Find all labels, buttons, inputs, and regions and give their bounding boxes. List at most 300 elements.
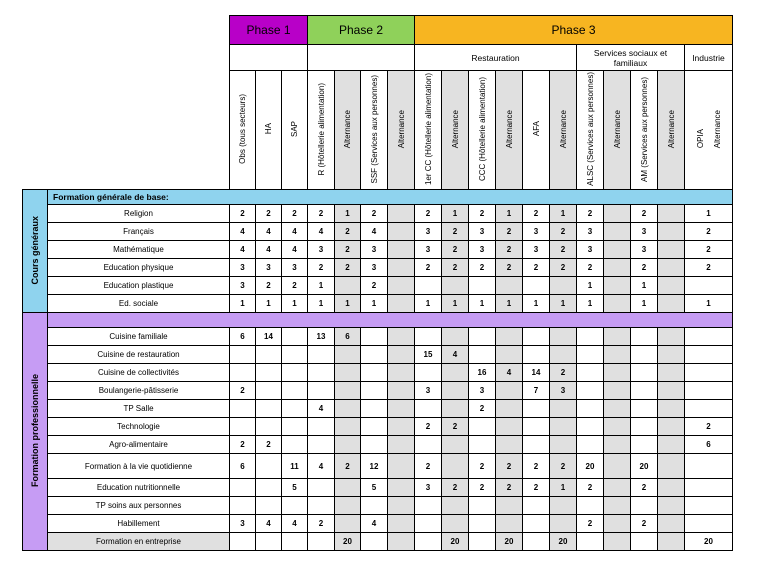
column-header — [282, 71, 308, 190]
cell — [388, 436, 415, 454]
cell — [335, 418, 361, 436]
cell — [388, 533, 415, 551]
column-header — [496, 71, 523, 190]
cell — [550, 346, 577, 364]
cell — [658, 241, 685, 259]
cell — [604, 382, 631, 400]
cell — [631, 382, 658, 400]
cell — [523, 277, 550, 295]
cell: 2 — [577, 259, 604, 277]
cell: 4 — [282, 223, 308, 241]
cell — [442, 364, 469, 382]
cell — [388, 418, 415, 436]
cell — [631, 364, 658, 382]
cell — [577, 436, 604, 454]
cell — [550, 418, 577, 436]
column-header — [388, 71, 415, 190]
cell — [282, 400, 308, 418]
column-header — [256, 71, 282, 190]
row-label: Formation en entreprise — [48, 533, 230, 551]
cell: 2 — [442, 241, 469, 259]
cell: 4 — [496, 364, 523, 382]
cell — [388, 205, 415, 223]
cell — [496, 515, 523, 533]
cell — [308, 382, 335, 400]
table-row — [23, 479, 733, 497]
cell — [577, 364, 604, 382]
cell: 3 — [361, 241, 388, 259]
cell — [658, 223, 685, 241]
cell — [256, 454, 282, 479]
row-label: Mathématique — [48, 241, 230, 259]
table-row — [23, 223, 733, 241]
cell — [469, 346, 496, 364]
cell: 2 — [523, 205, 550, 223]
cell — [631, 497, 658, 515]
cell: 4 — [361, 515, 388, 533]
cell — [685, 346, 733, 364]
cell: 5 — [361, 479, 388, 497]
column-label: 1er CC (Hôtellerie alimentation) — [423, 72, 433, 186]
cell — [282, 364, 308, 382]
column-header — [604, 71, 631, 190]
cell: 3 — [230, 515, 256, 533]
cell — [658, 497, 685, 515]
cell: 4 — [230, 223, 256, 241]
column-header — [523, 71, 550, 190]
cell — [361, 497, 388, 515]
table-row — [23, 241, 733, 259]
cell — [685, 454, 733, 479]
cell: 6 — [335, 328, 361, 346]
cell: 3 — [469, 223, 496, 241]
cell — [658, 479, 685, 497]
cell — [388, 223, 415, 241]
cell: 4 — [361, 223, 388, 241]
row-label: Education physique — [48, 259, 230, 277]
column-label: Alternance — [558, 109, 568, 149]
cell: 2 — [256, 277, 282, 295]
cell: 2 — [550, 454, 577, 479]
cell — [658, 515, 685, 533]
cell — [388, 328, 415, 346]
cell: 4 — [282, 515, 308, 533]
row-label: Ed. sociale — [48, 295, 230, 313]
column-label: AFA — [531, 121, 541, 137]
column-label: Alternance — [396, 109, 406, 149]
cell: 3 — [308, 241, 335, 259]
cell — [415, 436, 442, 454]
cell: 2 — [631, 205, 658, 223]
category-label: Formation professionnelle — [29, 373, 40, 487]
table-row — [23, 418, 733, 436]
row-label: Français — [48, 223, 230, 241]
column-label: HA — [264, 123, 273, 135]
cell — [550, 436, 577, 454]
cell — [388, 400, 415, 418]
cell: 1 — [496, 295, 523, 313]
column-label: Alternance — [504, 109, 514, 149]
cell: 2 — [577, 515, 604, 533]
cell — [442, 328, 469, 346]
cell — [308, 479, 335, 497]
row-label: Technologie — [48, 418, 230, 436]
cell — [469, 418, 496, 436]
row-label: Habillement — [48, 515, 230, 533]
cell: 1 — [685, 295, 733, 313]
cell: 20 — [685, 533, 733, 551]
cell — [308, 533, 335, 551]
cell — [442, 497, 469, 515]
cell — [256, 364, 282, 382]
cell: 7 — [523, 382, 550, 400]
cell — [282, 328, 308, 346]
cell — [550, 277, 577, 295]
cell: 2 — [685, 241, 733, 259]
cell — [604, 436, 631, 454]
cell: 2 — [335, 241, 361, 259]
column-label: R (Hôtellerie alimentation) — [316, 82, 326, 176]
column-label: SAP — [290, 120, 299, 137]
cell — [388, 497, 415, 515]
cell — [469, 515, 496, 533]
column-header — [550, 71, 577, 190]
cell — [335, 515, 361, 533]
cell: 4 — [230, 241, 256, 259]
cell — [335, 277, 361, 295]
cell — [256, 533, 282, 551]
cell: 4 — [308, 454, 335, 479]
section-title: Formation générale de base: — [48, 190, 733, 205]
table-row — [23, 328, 733, 346]
cell: 3 — [631, 241, 658, 259]
table-row — [23, 295, 733, 313]
cell — [604, 241, 631, 259]
cell: 14 — [256, 328, 282, 346]
cell: 2 — [550, 241, 577, 259]
cell — [604, 259, 631, 277]
group-services-sociaux: Services sociaux et familiaux — [577, 45, 685, 71]
cell: 1 — [308, 295, 335, 313]
cell — [230, 418, 256, 436]
cell — [388, 295, 415, 313]
table-row — [23, 364, 733, 382]
cell: 1 — [442, 205, 469, 223]
cell: 2 — [230, 382, 256, 400]
cell: 3 — [415, 479, 442, 497]
column-label: ALSC (Services aux personnes) — [585, 72, 595, 186]
column-label: Alternance — [450, 109, 460, 149]
cell — [604, 533, 631, 551]
cell — [308, 364, 335, 382]
cell: 2 — [631, 479, 658, 497]
cell: 1 — [256, 295, 282, 313]
row-label: Education plastique — [48, 277, 230, 295]
header-spacer — [23, 16, 230, 190]
cell — [685, 364, 733, 382]
cell — [604, 277, 631, 295]
cell — [361, 328, 388, 346]
cell — [658, 259, 685, 277]
cell — [523, 533, 550, 551]
cell — [604, 479, 631, 497]
column-label: Obs (tous secteurs) — [238, 94, 247, 164]
cell — [658, 328, 685, 346]
table-row — [23, 205, 733, 223]
column-header — [361, 71, 388, 190]
cell: 1 — [550, 295, 577, 313]
cell: 2 — [256, 436, 282, 454]
cell — [361, 364, 388, 382]
cell: 2 — [523, 454, 550, 479]
cell: 3 — [230, 259, 256, 277]
cell — [361, 436, 388, 454]
cell — [442, 454, 469, 479]
cell: 1 — [577, 277, 604, 295]
cell — [415, 497, 442, 515]
cell: 15 — [415, 346, 442, 364]
column-header — [685, 71, 733, 190]
cell: 2 — [335, 259, 361, 277]
row-label: Cuisine de collectivités — [48, 364, 230, 382]
column-header — [442, 71, 469, 190]
cell — [496, 436, 523, 454]
cell — [604, 223, 631, 241]
cell: 2 — [685, 418, 733, 436]
cell: 1 — [230, 295, 256, 313]
cell: 3 — [230, 277, 256, 295]
cell: 5 — [282, 479, 308, 497]
section-category — [23, 190, 48, 313]
cell — [658, 205, 685, 223]
cell — [361, 346, 388, 364]
group-industrie: Industrie — [685, 45, 733, 71]
cell — [604, 364, 631, 382]
cell: 2 — [469, 479, 496, 497]
cell: 3 — [361, 259, 388, 277]
cell — [496, 400, 523, 418]
cell: 2 — [469, 400, 496, 418]
column-label-alternance: Alternance — [712, 109, 722, 149]
cell: 4 — [256, 223, 282, 241]
cell — [658, 382, 685, 400]
row-label: Formation à la vie quotidienne — [48, 454, 230, 479]
cell — [256, 418, 282, 436]
cell — [685, 497, 733, 515]
section-title — [48, 313, 733, 328]
cell — [335, 382, 361, 400]
cell — [388, 364, 415, 382]
cell — [577, 346, 604, 364]
cell: 2 — [550, 364, 577, 382]
column-label: OPIA — [695, 129, 705, 149]
cell — [335, 364, 361, 382]
cell — [604, 497, 631, 515]
cell: 3 — [577, 241, 604, 259]
cell — [604, 295, 631, 313]
cell: 1 — [308, 277, 335, 295]
table-row — [23, 497, 733, 515]
cell — [685, 382, 733, 400]
cell — [577, 400, 604, 418]
cell: 11 — [282, 454, 308, 479]
cell: 1 — [335, 205, 361, 223]
cell — [388, 479, 415, 497]
cell: 13 — [308, 328, 335, 346]
cell: 4 — [308, 223, 335, 241]
cell: 3 — [415, 241, 442, 259]
row-label: TP soins aux personnes — [48, 497, 230, 515]
cell: 2 — [335, 223, 361, 241]
cell: 4 — [256, 515, 282, 533]
cell — [604, 454, 631, 479]
cell: 1 — [442, 295, 469, 313]
column-header — [577, 71, 604, 190]
cell: 1 — [577, 295, 604, 313]
cell — [523, 346, 550, 364]
cell — [523, 328, 550, 346]
cell: 6 — [230, 328, 256, 346]
row-label: Religion — [48, 205, 230, 223]
cell — [604, 400, 631, 418]
cell: 1 — [361, 295, 388, 313]
cell — [256, 497, 282, 515]
cell — [550, 515, 577, 533]
cell: 3 — [256, 259, 282, 277]
cell — [658, 277, 685, 295]
cell: 1 — [631, 277, 658, 295]
cell: 2 — [685, 223, 733, 241]
cell: 3 — [631, 223, 658, 241]
cell: 2 — [496, 454, 523, 479]
phase-2-header: Phase 2 — [308, 16, 415, 45]
cell: 1 — [415, 295, 442, 313]
cell: 2 — [415, 454, 442, 479]
cell: 2 — [631, 259, 658, 277]
cell: 2 — [442, 259, 469, 277]
column-header — [631, 71, 658, 190]
table-row — [23, 382, 733, 400]
table-row — [23, 277, 733, 295]
cell — [496, 418, 523, 436]
cell — [308, 346, 335, 364]
cell: 20 — [550, 533, 577, 551]
cell — [496, 346, 523, 364]
column-header — [230, 71, 256, 190]
column-label: Alternance — [343, 109, 352, 149]
cell: 2 — [282, 277, 308, 295]
cell: 4 — [256, 241, 282, 259]
cell — [335, 346, 361, 364]
cell: 4 — [442, 346, 469, 364]
cell: 2 — [308, 515, 335, 533]
cell — [523, 418, 550, 436]
cell: 6 — [230, 454, 256, 479]
cell: 2 — [577, 479, 604, 497]
cell: 2 — [230, 436, 256, 454]
cell — [496, 382, 523, 400]
cell — [496, 328, 523, 346]
cell: 20 — [577, 454, 604, 479]
group-restauration: Restauration — [415, 45, 577, 71]
cell — [604, 205, 631, 223]
column-header — [308, 71, 335, 190]
table-row — [23, 454, 733, 479]
table-row — [23, 436, 733, 454]
cell — [523, 400, 550, 418]
cell — [469, 436, 496, 454]
cell: 1 — [631, 295, 658, 313]
cell — [415, 400, 442, 418]
cell: 16 — [469, 364, 496, 382]
cell: 2 — [442, 479, 469, 497]
cell: 1 — [523, 295, 550, 313]
cell — [523, 515, 550, 533]
cell: 3 — [415, 223, 442, 241]
cell — [415, 515, 442, 533]
cell — [469, 277, 496, 295]
cell — [658, 295, 685, 313]
row-label: Cuisine familiale — [48, 328, 230, 346]
cell — [282, 382, 308, 400]
cell — [282, 436, 308, 454]
column-label: Alternance — [612, 109, 622, 149]
cell — [335, 400, 361, 418]
column-label: CCC (Hôtellerie alimentation) — [477, 76, 487, 182]
category-label: Cours généraux — [29, 215, 40, 285]
cell — [550, 400, 577, 418]
cell: 2 — [577, 205, 604, 223]
cell: 1 — [469, 295, 496, 313]
phase-3-header: Phase 3 — [415, 16, 733, 45]
cell: 1 — [282, 295, 308, 313]
cell: 2 — [550, 223, 577, 241]
cell — [604, 418, 631, 436]
cell: 3 — [523, 241, 550, 259]
cell: 4 — [282, 241, 308, 259]
row-label: Cuisine de restauration — [48, 346, 230, 364]
column-header — [469, 71, 496, 190]
cell: 2 — [335, 454, 361, 479]
cell — [685, 400, 733, 418]
cell — [361, 400, 388, 418]
cell: 2 — [415, 259, 442, 277]
cell: 12 — [361, 454, 388, 479]
cell — [282, 346, 308, 364]
cell: 20 — [496, 533, 523, 551]
cell — [230, 533, 256, 551]
column-label: SSF (Services aux personnes) — [369, 74, 379, 184]
cell — [256, 346, 282, 364]
column-header — [658, 71, 685, 190]
schedule-grid — [22, 15, 733, 551]
cell — [523, 497, 550, 515]
row-label: TP Salle — [48, 400, 230, 418]
cell — [230, 479, 256, 497]
column-header — [335, 71, 361, 190]
cell: 3 — [469, 241, 496, 259]
cell: 2 — [469, 454, 496, 479]
cell — [631, 346, 658, 364]
cell — [388, 346, 415, 364]
table-row — [23, 400, 733, 418]
cell — [577, 497, 604, 515]
cell — [658, 364, 685, 382]
cell — [604, 515, 631, 533]
cell — [442, 515, 469, 533]
cell: 2 — [550, 259, 577, 277]
cell — [361, 418, 388, 436]
